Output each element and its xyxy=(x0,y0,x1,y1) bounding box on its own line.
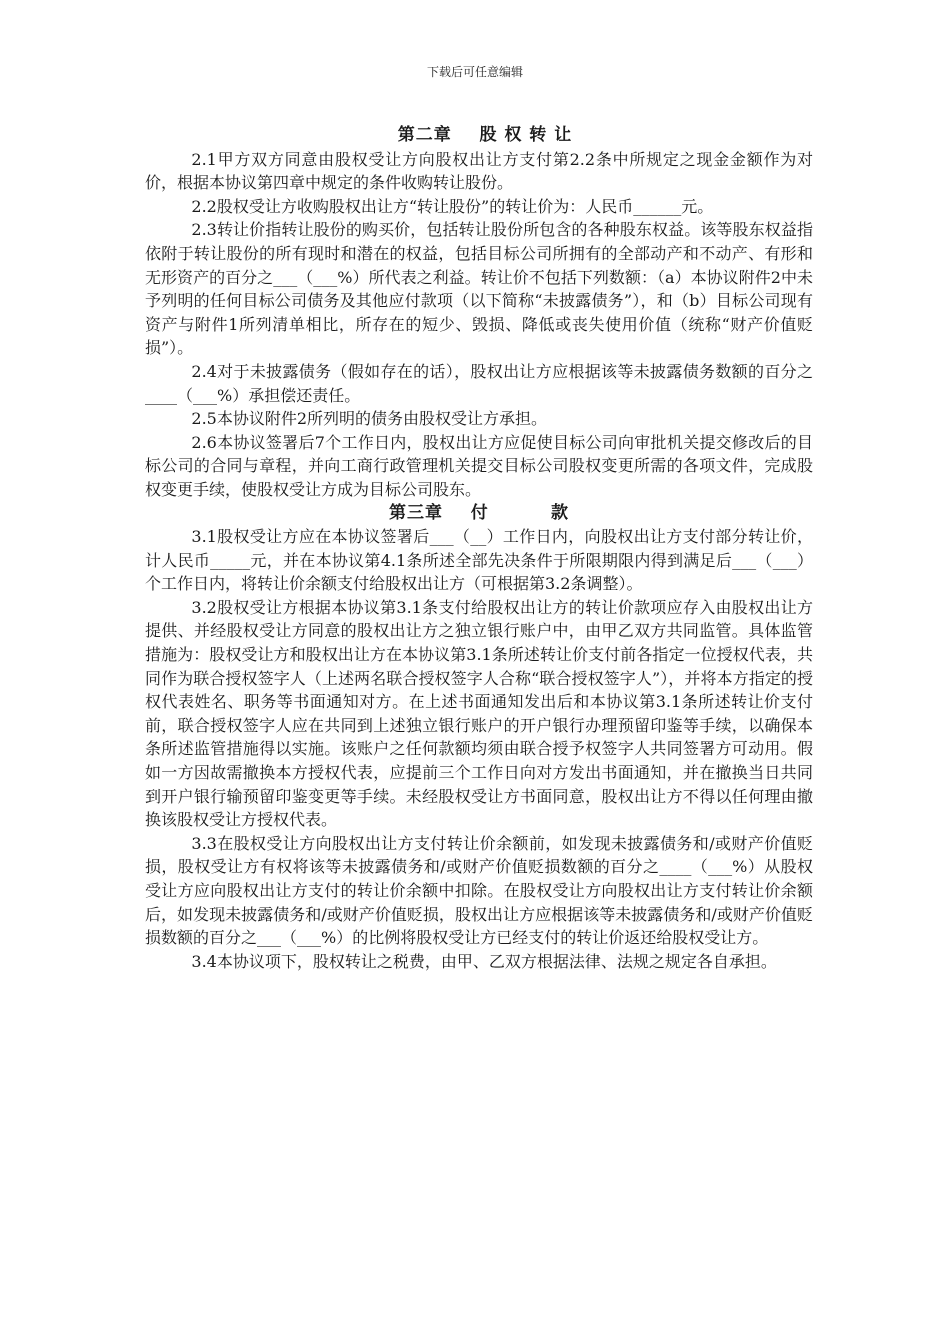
page-header: 下载后可任意编辑 xyxy=(426,65,523,79)
clause-2-3: 2.3转让价指转让股份的购买价，包括转让股份所包含的各种股东权益。该等股东权益指依附于转让股份的所有现时和潜在的权益，包括目标公司所拥有的全部动产和不动产、有形和无形资产的百分之___（___%）所代表之利益。转让价不包括下列数额：（a）本协议附件2中未予列明的任何目标公司债务及其他应付款项（以下简称“未披露债务”），和（b）目标公司现有资产与附件1所列清单相比，所存在的短少、毁损、降低或丧失使用价值（统称“财产价值贬损”）。 xyxy=(145,220,813,358)
clause-2-6: 2.6本协议签署后7个工作日内，股权出让方应促使目标公司向审批机关提交修改后的目标公司的合同与章程，并向工商行政管理机关提交目标公司股权变更所需的各项文件，完成股权变更手续，使股权受让方成为目标公司股东。 xyxy=(145,432,813,499)
clause-3-1: 3.1股权受让方应在本协议签署后___（__）工作日内，向股权出让方支付部分转让价，计人民币_____元，并在本协议第4.1条所述全部先决条件于所限期限内得到满足后___（___）个工作日内，将转让价余额支付给股权出让方（可根据第3.2条调整）。 xyxy=(145,527,813,594)
clause-2-4: 2.4对于未披露债务（假如存在的话），股权出让方应根据该等未披露债务数额的百分之____（___%）承担偿还责任。 xyxy=(145,361,813,405)
clause-3-2: 3.2股权受让方根据本协议第3.1条支付给股权出让方的转让价款项应存入由股权出让方提供、并经股权受让方同意的股权出让方之独立银行账户中，由甲乙双方共同监管。具体监管措施为：股权受让方和股权出让方在本协议第3.1条所述转让价支付前各指定一位授权代表，共同作为联合授权签字人（上述两名联合授权签字人合称“联合授权签字人”），并将本方指定的授权代表姓名、职务等书面通知对方。在上述书面通知发出后和本协议第3.1条所述转让价支付前，联合授权签字人应在共同到上述独立银行账户的开户银行办理预留印鉴等手续，以确保本条所述监管措施得以实施。该账户之任何款额均须由联合授予权签字人共同签署方可动用。假如一方因故需撤换本方授权代表，应提前三个工作日向对方发出书面通知，并在撤换当日共同到开户银行输预留印鉴变更等手续。未经股权受让方书面同意，股权出让方不得以任何理由撤换该股权受让方授权代表。 xyxy=(145,597,813,830)
clause-2-2: 2.2股权受让方收购股权出让方“转让股份”的转让价为：人民币______元。 xyxy=(191,196,714,216)
clause-2-1: 2.1甲方双方同意由股权受让方向股权出让方支付第2.2条中所规定之现金金额作为对价，根据本协议第四章中规定的条件收购转让股份。 xyxy=(145,149,813,193)
chapter-2-title: 第二章 股 权 转 让 xyxy=(397,125,573,145)
clause-3-3: 3.3在股权受让方向股权出让方支付转让价余额前，如发现未披露债务和/或财产价值贬损，股权受让方有权将该等未披露债务和/或财产价值贬损数额的百分之____（___%）从股权受让方应向股权出让方支付的转让价余额中扣除。在股权受让方向股权出让方支付转让价余额后，如发现未披露债务和/或财产价值贬损，股权出让方应根据该等未披露债务和/或财产价值贬损数额的百分之___（___%）的比例将股权受让方已经支付的转让价返还给股权受让方。 xyxy=(145,833,813,948)
clause-2-5: 2.5本协议附件2所列明的债务由股权受让方承担。 xyxy=(191,409,548,429)
document-body xyxy=(145,124,813,973)
clause-3-4: 3.4本协议项下，股权转让之税费，由甲、乙双方根据法律、法规之规定各自承担。 xyxy=(191,951,777,971)
chapter-3-title: 第三章 付 款 xyxy=(389,502,569,523)
